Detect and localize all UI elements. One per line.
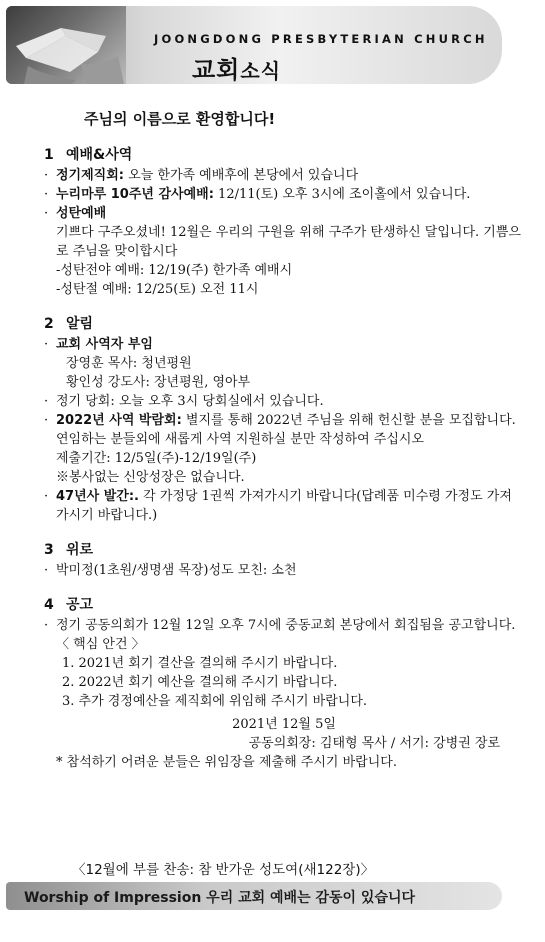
bulletin-header [6,6,502,84]
item-text: 기쁘다 구주오셨네! 12월은 우리의 구원을 위해 구주가 탄생하신 달입니다. 기쁨으로 주님을 맞이합시다 [56,225,521,259]
title-main: 교회 [192,56,241,84]
list-item: · 교회 사역자 부임 [44,337,153,352]
agenda-item: 1. 2021년 회기 결산을 결의해 주시기 바랍니다. [62,656,338,671]
section-worship [44,144,524,299]
item-text: -성탄절 예배: 12/25(토) 오전 11시 [56,282,259,297]
header-photo [6,6,126,84]
section-heading: 3 위로 [44,542,94,558]
item-text: -성탄전야 예배: 12/19(주) 한가족 예배시 [56,263,293,278]
footer-slogan: Worship of Impression 우리 교회 예배는 감동이 있습니다 [24,890,416,906]
notice-date: 2021년 12월 5일 [232,717,336,732]
welcome-message: 주님의 이름으로 환영합니다! [84,110,276,128]
item-text: 장영훈 목사: 청년평원 [66,356,192,371]
item-text: 황인성 강도사: 장년평원, 영아부 [66,375,251,390]
list-item: · 성탄예배 [44,206,107,221]
church-name: JOONGDONG PRESBYTERIAN CHURCH [154,32,488,46]
notice-signers: 공동의회장: 김태형 목사 / 서기: 강병권 장로 [248,736,500,751]
item-text: 제출기간: 12/5일(주)-12/19일(주) [56,451,257,466]
agenda-title: 〈 핵심 안건 〉 [56,637,145,652]
list-item: · 박미정(1초원/생명샘 목장)성도 모친: 소천 [44,563,297,578]
notice-note: * 참석하기 어려운 분들은 위임장을 제출해 주시기 바랍니다. [56,755,397,770]
section-announcement [44,594,524,772]
open-bible-hands-image [6,6,126,84]
bulletin-content [44,144,524,786]
list-item: · 2022년 사역 박람회: 별지를 통해 2022년 주님을 위해 헌신할 분을 모집합니다. 연임하는 분들외에 새롭게 사역 지원하실 분만 작성하여 주십시오 [44,413,516,447]
page-title [192,50,281,84]
section-heading: 4 공고 [44,597,94,613]
section-heading: 2 알림 [44,316,94,332]
list-item: · 정기 공동의회가 12월 12일 오후 7시에 중동교회 본당에서 회집됨을 공고합니다. [44,618,516,633]
section-notices [44,313,524,525]
hymn-of-month: 〈12월에 부를 찬송: 참 반가운 성도여(새122장)〉 [72,862,375,878]
item-text: ※봉사없는 신앙성장은 없습니다. [56,470,245,485]
list-item: · 누리마루 10주년 감사예배: 12/11(토) 오후 3시에 조이홀에서 있습니다. [44,187,471,202]
footer-banner [6,882,502,910]
list-item: · 정기 당회: 오늘 오후 3시 당회실에서 있습니다. [44,394,324,409]
section-heading: 1 예배&사역 [44,147,133,163]
agenda-item: 2. 2022년 회기 예산을 결의해 주시기 바랍니다. [62,675,338,690]
title-small: 소식 [240,59,282,83]
agenda-item: 3. 추가 경정예산을 제직회에 위임해 주시기 바랍니다. [62,694,368,709]
section-condolence [44,539,524,580]
list-item: · 47년사 발간:. 각 가정당 1권씩 가져가시기 바랍니다(답례품 미수령 가정도 가져가시기 바랍니다.) [44,489,512,523]
list-item: · 정기제직회: 오늘 한가족 예배후에 본당에서 있습니다 [44,168,359,183]
